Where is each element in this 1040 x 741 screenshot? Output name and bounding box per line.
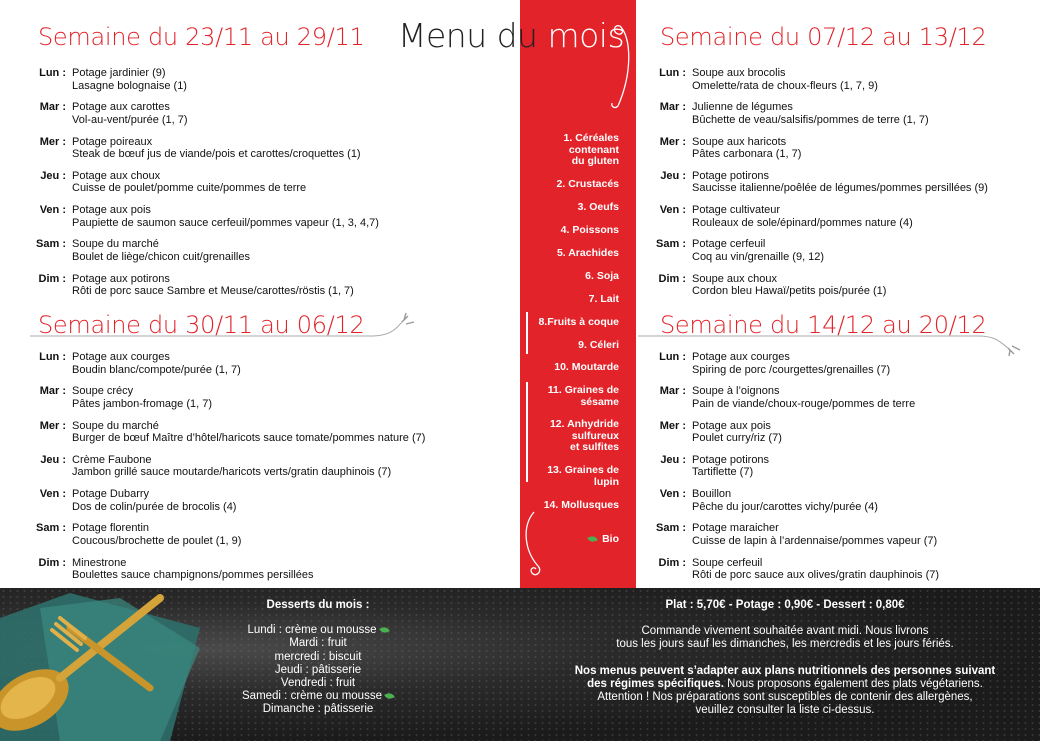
day-label: Mer : bbox=[39, 419, 66, 432]
main-dish: Vol-au-vent/purée (1, 7) bbox=[72, 113, 188, 126]
dessert-item: Dimanche : pâtisserie bbox=[262, 703, 374, 716]
day-label: Mar : bbox=[39, 101, 66, 114]
bio-label: Bio bbox=[602, 532, 619, 545]
main-dish: Coq au vin/grenaille (9, 12) bbox=[692, 250, 825, 263]
allergen-item: 12. Anhydride sulfureux et sulfites bbox=[549, 418, 619, 453]
desserts-title: Desserts du mois : bbox=[266, 599, 370, 611]
dessert-item: mercredi : biscuit bbox=[274, 650, 362, 663]
day-row bbox=[630, 454, 1030, 488]
main-dish: Boulettes sauce champignons/pommes persillées bbox=[72, 569, 314, 582]
week-title: Semaine du 30/11 au 06/12 bbox=[38, 311, 365, 339]
dessert-item: Vendredi : fruit bbox=[280, 677, 356, 690]
diet-info bbox=[535, 665, 1035, 717]
day-row bbox=[10, 488, 490, 522]
dessert-item: Lundi : crème ou mousse bbox=[247, 624, 377, 637]
soup: Minestrone bbox=[72, 556, 127, 569]
soup: Potage aux carottes bbox=[72, 101, 170, 114]
dessert-item: Mardi : fruit bbox=[289, 637, 347, 650]
day-row bbox=[10, 204, 490, 238]
main-dish: Spiring de porc /courgettes/grenailles (7) bbox=[692, 363, 891, 376]
allergen-warning: Attention ! Nos préparations sont susceptibles de contenir des allergènes, bbox=[597, 691, 973, 703]
desserts-section bbox=[218, 599, 418, 717]
bio-legend bbox=[522, 522, 619, 545]
soup: Potage poireaux bbox=[72, 135, 153, 148]
soup: Potage aux pois bbox=[692, 419, 771, 432]
week-3-days bbox=[630, 67, 1030, 307]
fork-spoon-icon bbox=[0, 588, 200, 741]
day-label: Ven : bbox=[659, 488, 686, 501]
soup: Potage maraicher bbox=[692, 522, 779, 535]
day-row bbox=[10, 522, 490, 556]
week-title: Semaine du 14/12 au 20/12 bbox=[660, 311, 987, 339]
allergen-item: 13. Graines de lupin bbox=[547, 464, 619, 488]
allergen-item: 3. Oeufs bbox=[577, 201, 619, 213]
day-label: Ven : bbox=[39, 488, 66, 501]
soup: Potage florentin bbox=[72, 522, 150, 535]
page-title bbox=[398, 16, 624, 55]
allergen-item: 8.Fruits à coque bbox=[538, 316, 619, 328]
title-part-1: Menu du bbox=[398, 16, 538, 55]
day-label: Mer : bbox=[659, 419, 686, 432]
soup: Soupe à l’oignons bbox=[692, 385, 780, 398]
day-row bbox=[10, 136, 490, 170]
main-dish: Saucisse italienne/poêlée de légumes/pommes persillées (9) bbox=[692, 182, 988, 195]
main-dish: Paupiette de saumon sauce cerfeuil/pommes vapeur (1, 3, 4,7) bbox=[72, 216, 379, 229]
day-label: Jeu : bbox=[40, 453, 66, 466]
day-row bbox=[630, 170, 1030, 204]
main-dish: Cordon bleu Hawaï/petits pois/purée (1) bbox=[692, 285, 887, 298]
main-dish: Cuisse de poulet/pomme cuite/pommes de terre bbox=[72, 182, 307, 195]
dessert-item: Jeudi : pâtisserie bbox=[274, 663, 362, 676]
day-label: Mar : bbox=[39, 385, 66, 398]
day-row bbox=[10, 454, 490, 488]
allergen-item: 5. Arachides bbox=[556, 247, 619, 259]
day-row bbox=[10, 273, 490, 307]
soup: Potage aux potirons bbox=[72, 272, 170, 285]
soup: Potage aux courges bbox=[692, 351, 790, 363]
soup: Potage potirons bbox=[692, 169, 770, 182]
day-row bbox=[630, 238, 1030, 272]
main-dish: Omelette/rata de choux-fleurs (1, 7, 9) bbox=[692, 79, 878, 92]
allergen-warning: veuillez consulter la liste ci-dessus. bbox=[695, 704, 875, 716]
order-line: Commande vivement souhaitée avant midi. Nous livrons bbox=[641, 625, 929, 637]
order-info bbox=[535, 625, 1035, 651]
week-4-days bbox=[630, 351, 1030, 591]
soup: Crème Faubone bbox=[72, 453, 152, 466]
soup: Potage potirons bbox=[692, 453, 770, 466]
day-row bbox=[10, 557, 490, 591]
day-label: Sam : bbox=[656, 238, 686, 251]
footer-panel bbox=[0, 588, 1040, 741]
soup: Julienne de légumes bbox=[692, 101, 793, 114]
day-row bbox=[10, 170, 490, 204]
main-dish: Jambon grillé sauce moutarde/haricots verts/gratin dauphinois (7) bbox=[72, 466, 392, 479]
diet-bold: Nos menus peuvent s’adapter aux plans nutritionnels des personnes suivant bbox=[574, 665, 996, 677]
day-label: Sam : bbox=[36, 238, 66, 251]
day-label: Ven : bbox=[39, 204, 66, 217]
allergen-item: 14. Mollusques bbox=[543, 499, 619, 511]
day-label: Dim : bbox=[38, 556, 66, 569]
soup: Soupe crécy bbox=[72, 385, 134, 398]
soup: Bouillon bbox=[692, 488, 732, 501]
allergen-item: 7. Lait bbox=[588, 293, 619, 305]
soup: Potage jardinier (9) bbox=[72, 67, 166, 79]
day-label: Jeu : bbox=[660, 169, 686, 182]
day-row bbox=[630, 136, 1030, 170]
day-row bbox=[630, 522, 1030, 556]
soup: Potage Dubarry bbox=[72, 488, 150, 501]
soup: Soupe aux choux bbox=[692, 272, 778, 285]
day-label: Lun : bbox=[659, 351, 686, 363]
allergen-item: 11. Graines de sésame bbox=[547, 384, 619, 408]
day-label: Dim : bbox=[658, 556, 686, 569]
leaf-icon bbox=[379, 626, 390, 635]
day-row bbox=[630, 273, 1030, 307]
day-label: Jeu : bbox=[40, 169, 66, 182]
day-label: Dim : bbox=[658, 272, 686, 285]
price-line: Plat : 5,70€ - Potage : 0,90€ - Dessert : 0,80€ bbox=[665, 599, 905, 611]
day-label: Mer : bbox=[659, 135, 686, 148]
main-dish: Rôti de porc sauce aux olives/gratin dauphinois (7) bbox=[692, 569, 940, 582]
main-dish: Burger de bœuf Maître d’hôtel/haricots sauce tomate/pommes nature (7) bbox=[72, 432, 426, 445]
week-1-days bbox=[10, 67, 490, 307]
main-dish: Lasagne bolognaise (1) bbox=[72, 79, 187, 92]
day-label: Dim : bbox=[38, 272, 66, 285]
day-label: Sam : bbox=[656, 522, 686, 535]
allergen-item: 2. Crustacés bbox=[556, 178, 619, 190]
soup: Soupe du marché bbox=[72, 419, 159, 432]
main-dish: Cuisse de lapin à l’ardennaise/pommes vapeur (7) bbox=[692, 534, 938, 547]
day-label: Mar : bbox=[659, 385, 686, 398]
day-row bbox=[630, 204, 1030, 238]
week-title: Semaine du 23/11 au 29/11 bbox=[38, 23, 365, 51]
title-part-2: mois bbox=[547, 16, 625, 55]
main-dish: Poulet curry/riz (7) bbox=[692, 432, 782, 445]
day-row bbox=[630, 351, 1030, 385]
soup: Soupe aux brocolis bbox=[692, 67, 786, 79]
main-dish: Pâtes jambon-fromage (1, 7) bbox=[72, 397, 213, 410]
day-label: Lun : bbox=[659, 67, 686, 79]
main-dish: Boudin blanc/compote/purée (1, 7) bbox=[72, 363, 241, 376]
day-row bbox=[630, 420, 1030, 454]
diet-bold: des régimes spécifiques. bbox=[587, 678, 724, 690]
main-dish: Steak de bœuf jus de viande/pois et carottes/croquettes (1) bbox=[72, 148, 361, 161]
allergen-item: 4. Poissons bbox=[560, 224, 619, 236]
main-dish: Dos de colin/purée de brocolis (4) bbox=[72, 500, 237, 513]
day-row bbox=[630, 67, 1030, 101]
day-row bbox=[630, 101, 1030, 135]
day-label: Lun : bbox=[39, 351, 66, 363]
day-row bbox=[630, 557, 1030, 591]
info-section bbox=[535, 599, 1035, 717]
day-row bbox=[10, 238, 490, 272]
dessert-item: Samedi : crème ou mousse bbox=[242, 690, 382, 703]
diet-text: Nous proposons également des plats végétariens. bbox=[723, 678, 983, 690]
swirl-ornament-icon bbox=[520, 506, 636, 586]
day-row bbox=[10, 351, 490, 385]
soup: Soupe cerfeuil bbox=[692, 556, 763, 569]
day-row bbox=[10, 420, 490, 454]
week-title: Semaine du 07/12 au 13/12 bbox=[660, 23, 987, 51]
main-dish: Rouleaux de sole/épinard/pommes nature (4) bbox=[692, 216, 913, 229]
allergen-item: 1. Céréales contenant du gluten bbox=[563, 132, 619, 167]
soup: Soupe aux haricots bbox=[692, 135, 787, 148]
allergen-item: 6. Soja bbox=[585, 270, 619, 282]
soup: Potage cerfeuil bbox=[692, 238, 766, 251]
day-label: Ven : bbox=[659, 204, 686, 217]
main-dish: Coucous/brochette de poulet (1, 9) bbox=[72, 534, 242, 547]
day-label: Mer : bbox=[39, 135, 66, 148]
main-dish: Bûchette de veau/salsifis/pommes de terre (1, 7) bbox=[692, 113, 929, 126]
day-row bbox=[630, 385, 1030, 419]
main-dish: Pêche du jour/carottes vichy/purée (4) bbox=[692, 500, 878, 513]
day-label: Jeu : bbox=[660, 453, 686, 466]
order-line: tous les jours sauf les dimanches, les mercredis et les jours fériés. bbox=[616, 638, 954, 650]
main-dish: Boulet de liège/chicon cuit/grenailles bbox=[72, 250, 250, 263]
allergen-item: 10. Moutarde bbox=[554, 361, 619, 373]
day-label: Sam : bbox=[36, 522, 66, 535]
leaf-icon bbox=[587, 534, 598, 543]
day-label: Mar : bbox=[659, 101, 686, 114]
soup: Soupe du marché bbox=[72, 238, 159, 251]
soup: Potage aux courges bbox=[72, 351, 170, 363]
leaf-icon bbox=[384, 692, 395, 701]
day-row bbox=[10, 67, 490, 101]
main-dish: Pâtes carbonara (1, 7) bbox=[692, 148, 802, 161]
week-2-days bbox=[10, 351, 490, 591]
day-row bbox=[10, 385, 490, 419]
divider-ornament-icon bbox=[30, 312, 420, 338]
soup: Potage aux pois bbox=[72, 204, 151, 217]
day-row bbox=[10, 101, 490, 135]
day-label: Lun : bbox=[39, 67, 66, 79]
main-dish: Rôti de porc sauce Sambre et Meuse/carottes/röstis (1, 7) bbox=[72, 285, 354, 298]
soup: Potage cultivateur bbox=[692, 204, 781, 217]
soup: Potage aux choux bbox=[72, 169, 161, 182]
day-row bbox=[630, 488, 1030, 522]
allergen-item: 9. Céleri bbox=[578, 339, 619, 351]
main-dish: Tartiflette (7) bbox=[692, 466, 754, 479]
main-dish: Pain de viande/choux-rouge/pommes de terre bbox=[692, 397, 916, 410]
